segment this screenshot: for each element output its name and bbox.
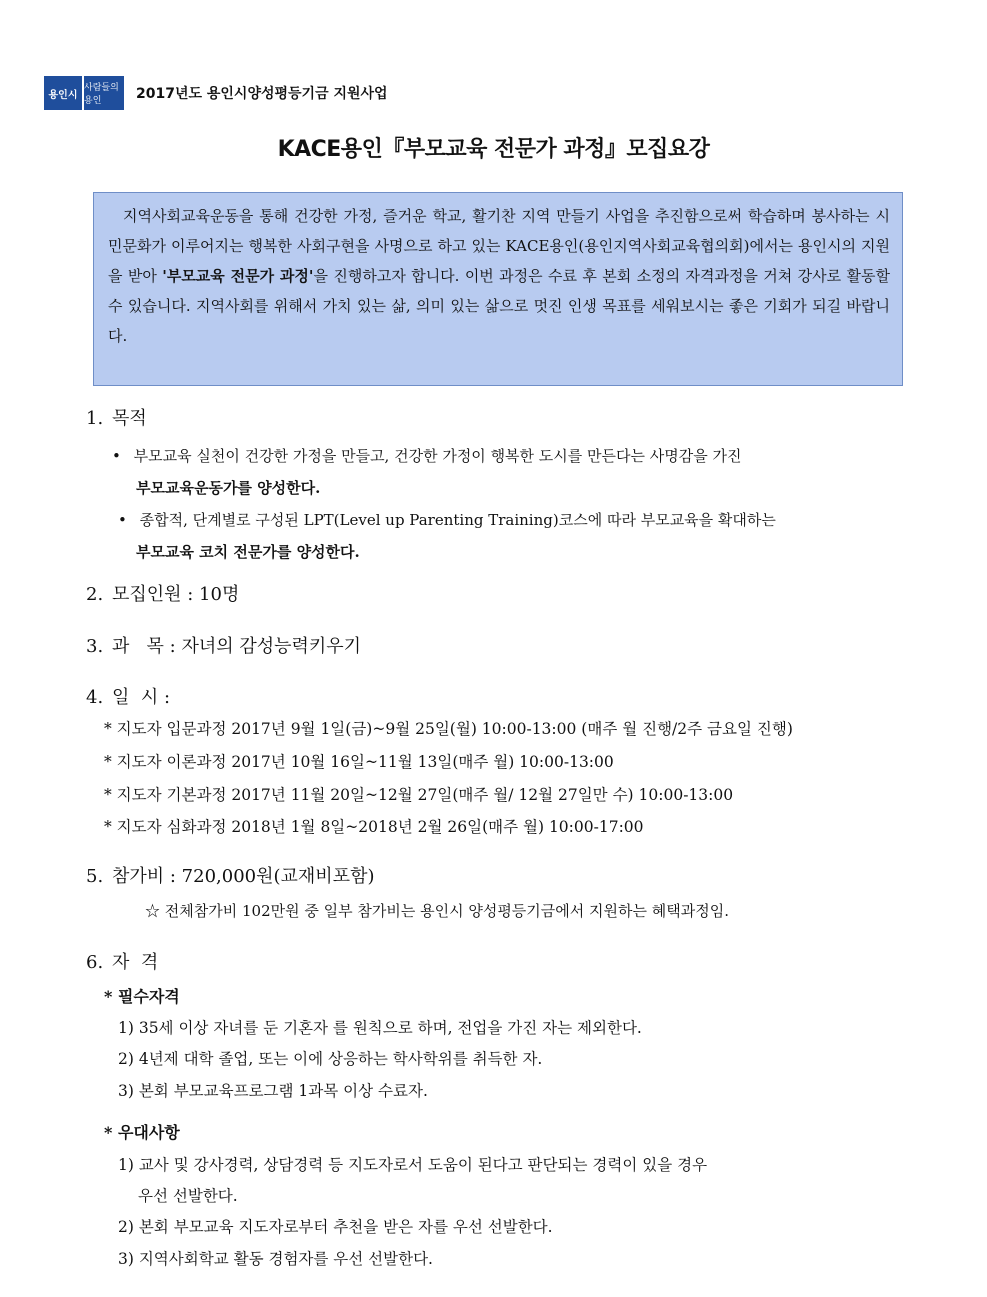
section-title: 일 시 : bbox=[112, 687, 171, 708]
header bbox=[44, 76, 388, 110]
schedule-item: * 지도자 입문과정 2017년 9월 1일(금)~9월 25일(월) 10:00-13:00 (매주 월 진행/2주 금요일 진행) bbox=[104, 720, 793, 738]
preferred-item: 2) 본회 부모교육 지도자로부터 추천을 받은 자를 우선 선발한다. bbox=[118, 1218, 553, 1236]
intro-emphasis: '부모교육 전문가 과정' bbox=[162, 267, 314, 285]
purpose-text-cont: 부모교육운동가를 양성한다. bbox=[136, 479, 321, 497]
purpose-item bbox=[112, 445, 741, 466]
required-label: * 필수자격 bbox=[104, 987, 180, 1006]
intro-part1: 지역사회교육운동을 통해 건강한 가정, 즐거운 학교, 활기찬 지역 만들기 사업을 추진함으로써 학습하며 봉사하는 시민문화가 이루어지는 행복한 사회구현을 사명으로 하고 있는 KACE용인(용인지역사회교육협의회)에서는 용인시의 지원을 받아 bbox=[108, 207, 890, 285]
logo-left: 용인시 bbox=[44, 76, 82, 110]
section-title: 참가비 : 720,000원(교재비포함) bbox=[112, 866, 375, 887]
logo-right: 사람들의 용인 bbox=[84, 76, 124, 110]
section-number: 4. bbox=[86, 687, 104, 708]
section-subject-heading bbox=[86, 632, 361, 658]
purpose-item bbox=[118, 509, 776, 530]
section-title: 모집인원 : 10명 bbox=[112, 584, 240, 605]
purpose-text: 종합적, 단계별로 구성된 LPT(Level up Parenting Training)코스에 따라 부모교육을 확대하는 bbox=[139, 511, 776, 529]
section-purpose-heading bbox=[86, 404, 147, 430]
preferred-item: 3) 지역사회학교 활동 경험자를 우선 선발한다. bbox=[118, 1250, 433, 1268]
section-title: 자 격 bbox=[112, 952, 159, 973]
intro-text bbox=[108, 201, 890, 351]
header-title: 2017년도 용인시양성평등기금 지원사업 bbox=[136, 86, 388, 102]
required-item: 2) 4년제 대학 졸업, 또는 이에 상응하는 학사학위를 취득한 자. bbox=[118, 1050, 543, 1068]
required-item: 3) 본회 부모교육프로그램 1과목 이상 수료자. bbox=[118, 1082, 428, 1100]
section-schedule-heading bbox=[86, 683, 170, 709]
section-fee-heading bbox=[86, 862, 374, 888]
fee-note: ☆ 전체참가비 102만원 중 일부 참가비는 용인시 양성평등기금에서 지원하는 혜택과정임. bbox=[145, 902, 729, 920]
preferred-label: * 우대사항 bbox=[104, 1123, 180, 1142]
section-title: 과 목 : 자녀의 감성능력키우기 bbox=[112, 636, 362, 657]
document-title: KACE용인『부모교육 전문가 과정』모집요강 bbox=[277, 137, 710, 162]
yongin-logo bbox=[44, 76, 124, 110]
section-number: 1. bbox=[86, 408, 104, 429]
preferred-item: 1) 교사 및 강사경력, 상담경력 등 지도자로서 도움이 된다고 판단되는 경력이 있을 경우 bbox=[118, 1156, 708, 1174]
purpose-text-cont: 부모교육 코치 전문가를 양성한다. bbox=[136, 543, 360, 561]
schedule-item: * 지도자 심화과정 2018년 1월 8일~2018년 2월 26일(매주 월) 10:00-17:00 bbox=[104, 818, 644, 836]
intro-part2: 을 진행하고자 합니다. 이번 과정은 수료 후 본회 소정의 자격과정을 거쳐 강사로 활동할 수 있습니다. 지역사회를 위해서 가치 있는 삶, 의미 있는 삶으로 멋진 인생 목표를 세워보시는 좋은 기회가 되길 바랍니다. bbox=[108, 267, 890, 345]
bullet-icon: • bbox=[112, 447, 121, 465]
section-number: 5. bbox=[86, 866, 104, 887]
intro-box bbox=[93, 192, 903, 386]
schedule-item: * 지도자 이론과정 2017년 10월 16일~11월 13일(매주 월) 10:00-13:00 bbox=[104, 753, 614, 771]
purpose-text: 부모교육 실천이 건강한 가정을 만들고, 건강한 가정이 행복한 도시를 만든다는 사명감을 가진 bbox=[133, 447, 742, 465]
bullet-icon: • bbox=[118, 511, 127, 529]
schedule-item: * 지도자 기본과정 2017년 11월 20일~12월 27일(매주 월/ 12월 27일만 수) 10:00-13:00 bbox=[104, 786, 734, 804]
section-title: 목적 bbox=[112, 408, 147, 429]
section-recruit-heading bbox=[86, 580, 239, 606]
section-number: 6. bbox=[86, 952, 104, 973]
required-item: 1) 35세 이상 자녀를 둔 기혼자 를 원칙으로 하며, 전업을 가진 자는 제외한다. bbox=[118, 1019, 642, 1037]
section-number: 2. bbox=[86, 584, 104, 605]
section-number: 3. bbox=[86, 636, 104, 657]
preferred-item-cont: 우선 선발한다. bbox=[138, 1187, 238, 1205]
section-qualification-heading bbox=[86, 948, 158, 974]
